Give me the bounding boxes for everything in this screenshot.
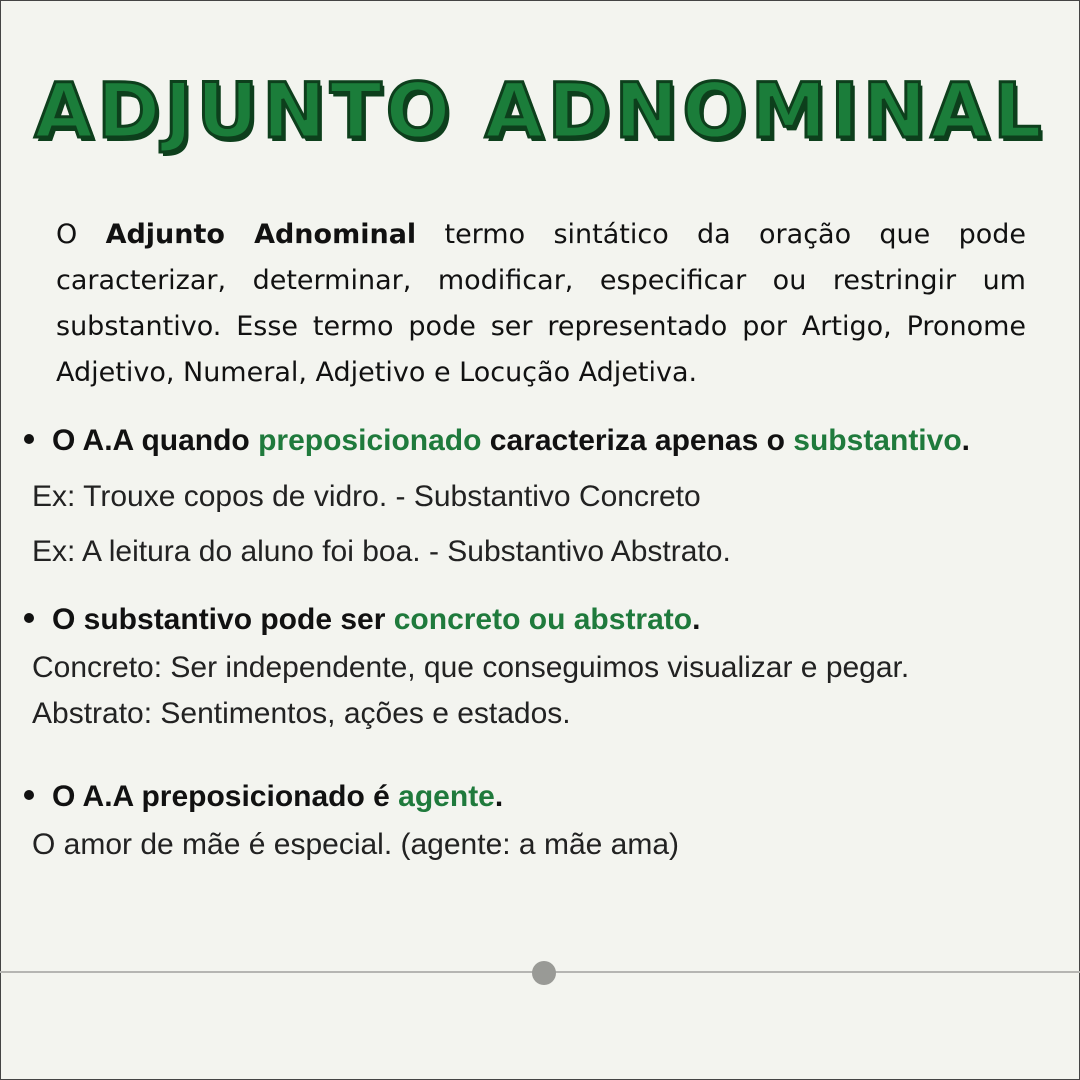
- bullet-2-part-1: O substantivo pode ser: [52, 603, 394, 636]
- bullet-2-line-1: Concreto: Ser independente, que conseguimos visualizar e pegar.: [32, 651, 910, 684]
- bullet-3-part-2: agente: [398, 780, 495, 813]
- bullet-1-part-5: .: [961, 424, 970, 457]
- bullet-3-part-1: O A.A preposicionado é: [52, 780, 399, 813]
- intro-prefix: O: [56, 219, 106, 250]
- bullet-2-heading: [24, 603, 700, 637]
- bullet-dot-icon: [24, 613, 34, 623]
- bullet-2-part-2: concreto ou abstrato: [393, 603, 693, 636]
- bullet-3-line-1: O amor de mãe é especial. (agente: a mãe ama): [32, 828, 679, 861]
- bullet-1-line-2: Ex: A leitura do aluno foi boa. - Substantivo Abstrato.: [32, 535, 731, 568]
- bullet-2-part-3: .: [692, 603, 701, 636]
- intro-rest: termo sintático da oração que pode caracterizar, determinar, modificar, especificar ou restringir um substantivo. Esse termo pode ser representado por Artigo, Pronome Adjetivo, Numeral, Adjetivo e Locução Adjetiva.: [56, 219, 1026, 388]
- bullet-1-part-4: substantivo: [793, 424, 962, 457]
- page-title: ADJUNTO ADNOMINAL: [34, 66, 1046, 155]
- bullet-dot-icon: [24, 790, 34, 800]
- bullet-2-line-2: Abstrato: Sentimentos, ações e estados.: [32, 697, 571, 730]
- bullet-1-heading: [24, 424, 970, 458]
- bullet-dot-icon: [24, 434, 34, 444]
- slider-handle[interactable]: [532, 961, 556, 985]
- bullet-1-part-2: preposicionado: [258, 424, 482, 457]
- bullet-3-heading: [24, 780, 503, 814]
- intro-paragraph: [56, 212, 1026, 396]
- bullet-1-part-3: caracteriza apenas o: [481, 424, 794, 457]
- bullet-1-line-1: Ex: Trouxe copos de vidro. - Substantivo Concreto: [32, 480, 701, 513]
- intro-bold-term: Adjunto Adnominal: [105, 219, 417, 250]
- bullet-1-part-1: O A.A quando: [52, 424, 259, 457]
- bullet-3-part-3: .: [494, 780, 504, 813]
